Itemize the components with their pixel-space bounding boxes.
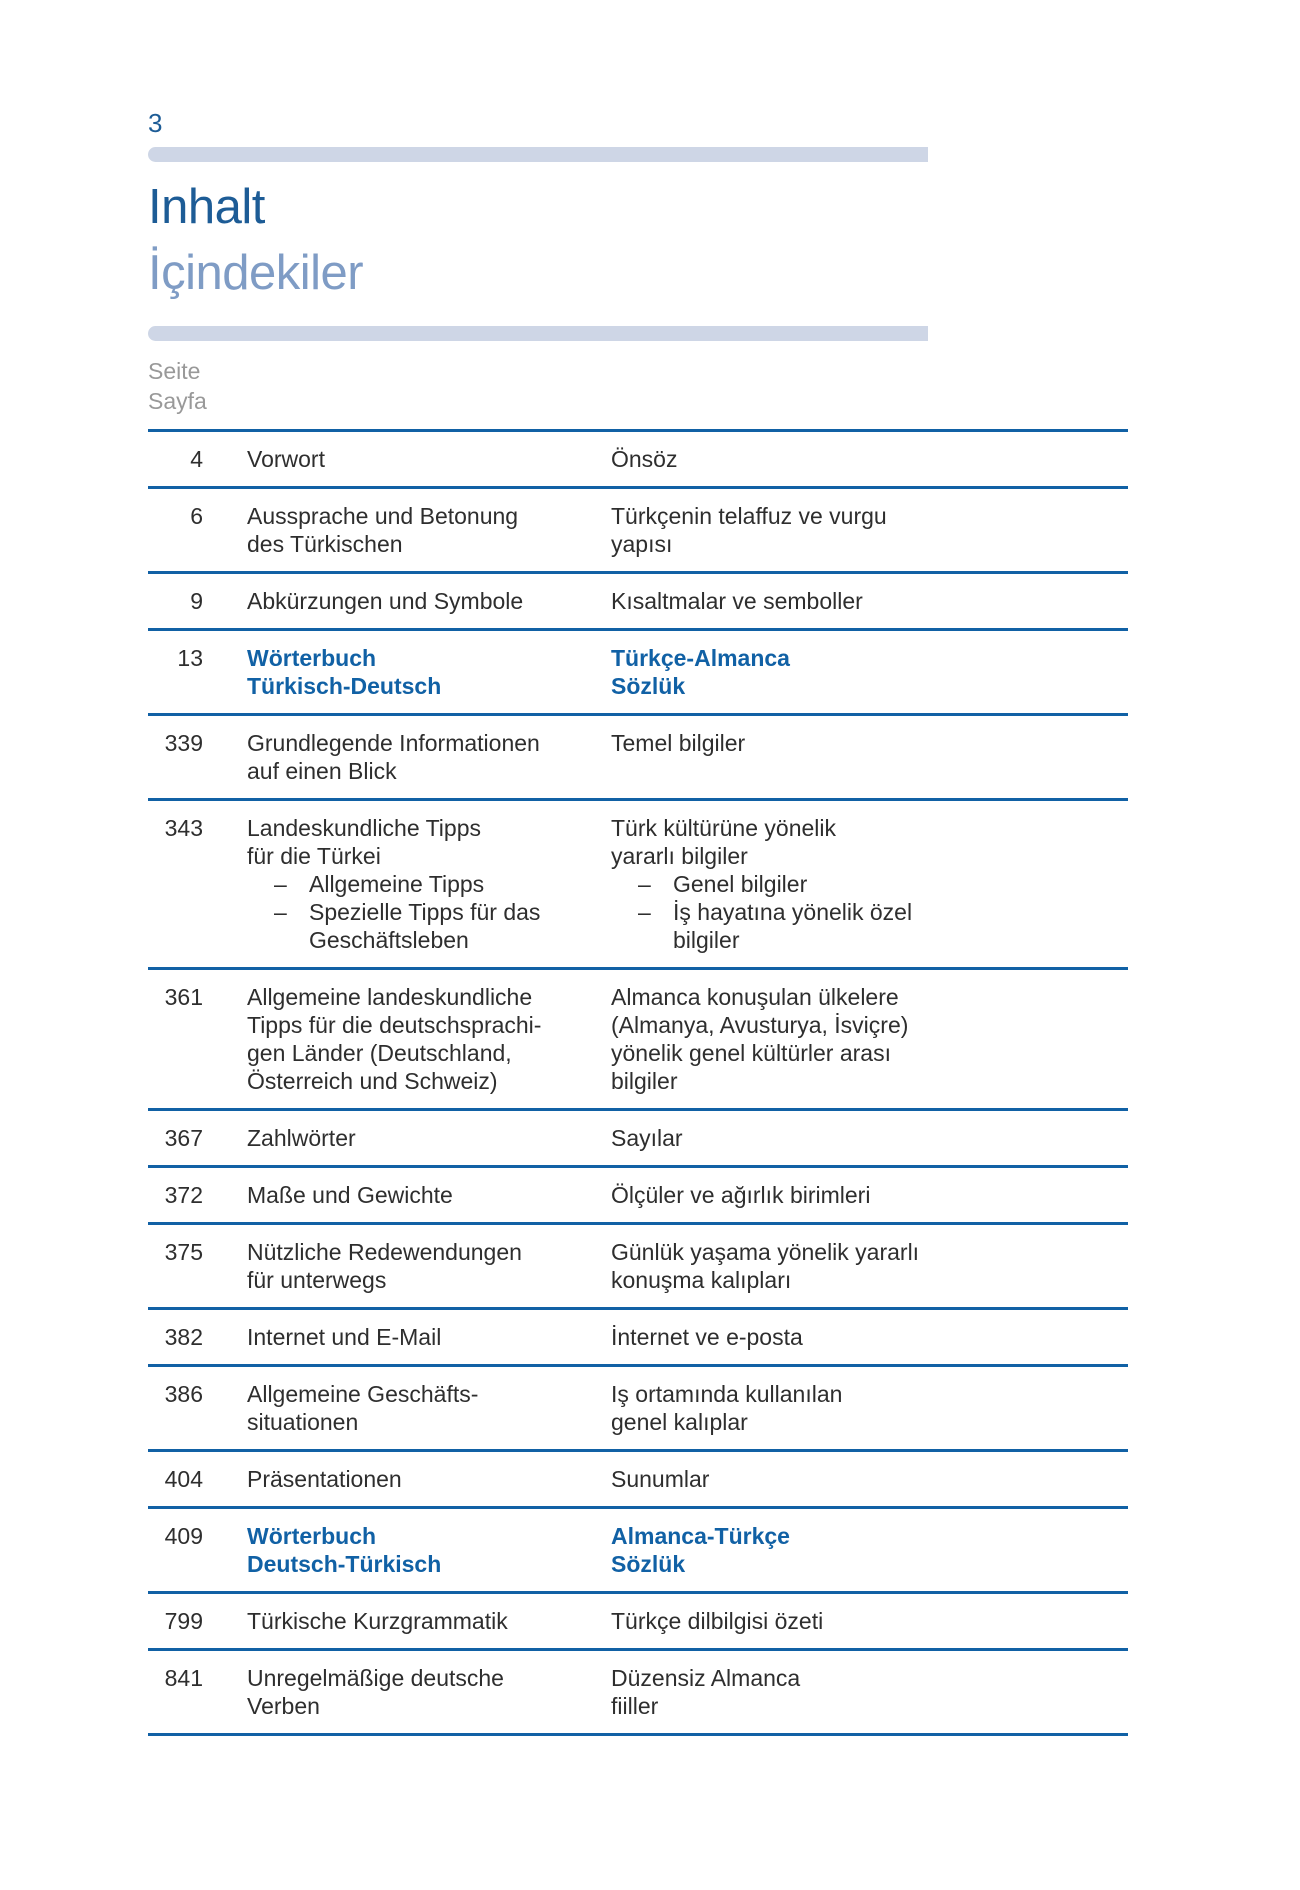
- toc-entry-turkish: [611, 983, 1128, 1095]
- toc-line: Iş ortamında kullanılan: [611, 1381, 843, 1407]
- toc-sub-item: [247, 870, 611, 898]
- toc-line: für unterwegs: [247, 1267, 387, 1293]
- toc-line: Türkçe-Almanca: [611, 645, 790, 671]
- toc-row: [148, 429, 1128, 486]
- toc-line: Ölçüler ve ağırlık birimleri: [611, 1182, 871, 1208]
- toc-page-number: 372: [164, 1182, 203, 1208]
- toc-row: [148, 1108, 1128, 1165]
- toc-page-number: 339: [164, 730, 203, 756]
- toc-line: Nützliche Redewendungen: [247, 1239, 522, 1265]
- toc-line: Allgemeine landeskundliche: [247, 984, 533, 1010]
- toc-page-number: 841: [164, 1665, 203, 1691]
- toc-row: [148, 1165, 1128, 1222]
- toc-line: Türkçenin telaffuz ve vurgu: [611, 503, 887, 529]
- page-title-german: Inhalt: [148, 180, 265, 234]
- toc-row: [148, 1364, 1128, 1449]
- toc-line: des Türkischen: [247, 531, 403, 557]
- toc-entry-turkish: [611, 587, 1128, 615]
- toc-line: Präsentationen: [247, 1466, 402, 1492]
- toc-line: Grundlegende Informationen: [247, 730, 540, 756]
- toc-entry-german: [203, 1238, 611, 1294]
- toc-entry-turkish: [611, 1323, 1128, 1351]
- toc-entry-turkish: [611, 1124, 1128, 1152]
- decorative-bar-top: [148, 147, 928, 162]
- toc-line: Verben: [247, 1693, 320, 1719]
- toc-page-number: 9: [190, 588, 203, 614]
- toc-sub-item: [611, 870, 1128, 898]
- toc-entry-turkish: [611, 1522, 1128, 1578]
- toc-sub-item-label: Genel bilgiler: [673, 871, 808, 897]
- toc-table: [148, 429, 1128, 1736]
- toc-line: für die Türkei: [247, 843, 381, 869]
- toc-page-number: 799: [164, 1608, 203, 1634]
- toc-line: Düzensiz Almanca: [611, 1665, 801, 1691]
- toc-entry-turkish: [611, 1181, 1128, 1209]
- toc-page-number: 375: [164, 1239, 203, 1265]
- toc-entry-german: [203, 983, 611, 1095]
- toc-entry-german: [203, 1522, 611, 1578]
- toc-entry-turkish: [611, 644, 1128, 700]
- toc-line: Önsöz: [611, 446, 678, 472]
- toc-line: Türkçe dilbilgisi özeti: [611, 1608, 824, 1634]
- toc-line: Sunumlar: [611, 1466, 710, 1492]
- toc-page-number: 404: [164, 1466, 203, 1492]
- toc-line: İnternet ve e-posta: [611, 1324, 803, 1350]
- toc-sub-item: [611, 898, 1128, 926]
- column-header-seite: Seite: [148, 358, 201, 384]
- toc-line: yönelik genel kültürler arası: [611, 1040, 891, 1066]
- toc-row: [148, 1648, 1128, 1733]
- toc-entry-turkish: [611, 1664, 1128, 1720]
- toc-entry-turkish: [611, 1238, 1128, 1294]
- toc-page-number: 4: [190, 446, 203, 472]
- toc-sub-item-label: Spezielle Tipps für das: [309, 899, 541, 925]
- toc-row: [148, 713, 1128, 798]
- toc-row: [148, 1222, 1128, 1307]
- decorative-bar-bottom: [148, 326, 928, 341]
- page-title-turkish: İçindekiler: [148, 246, 364, 300]
- toc-entry-turkish: [611, 1607, 1128, 1635]
- toc-line: Günlük yaşama yönelik yararlı: [611, 1239, 920, 1265]
- toc-entry-german: [203, 1664, 611, 1720]
- toc-page-number: 343: [164, 815, 203, 841]
- toc-entry-german: [203, 445, 611, 473]
- toc-entry-turkish: [611, 445, 1128, 473]
- toc-page-number: 386: [164, 1381, 203, 1407]
- toc-line: bilgiler: [673, 927, 740, 953]
- toc-page-number: 13: [177, 645, 203, 671]
- toc-line: Türkisch-Deutsch: [247, 673, 442, 699]
- column-header-sayfa: Sayfa: [148, 388, 207, 414]
- toc-row: [148, 967, 1128, 1108]
- toc-line: Türkische Kurzgrammatik: [247, 1608, 508, 1634]
- bullet-dash: –: [274, 871, 287, 897]
- toc-entry-german: [203, 1380, 611, 1436]
- toc-line: bilgiler: [611, 1068, 678, 1094]
- toc-row: [148, 1506, 1128, 1591]
- bullet-dash: –: [274, 899, 287, 925]
- toc-line: genel kalıplar: [611, 1409, 748, 1435]
- page-folio: 3: [148, 108, 163, 138]
- toc-line: Almanca-Türkçe: [611, 1523, 790, 1549]
- toc-line: Wörterbuch: [247, 1523, 377, 1549]
- toc-line: auf einen Blick: [247, 758, 397, 784]
- toc-row: [148, 798, 1128, 967]
- toc-line: Kısaltmalar ve semboller: [611, 588, 863, 614]
- toc-line: situationen: [247, 1409, 359, 1435]
- toc-line: fiiller: [611, 1693, 659, 1719]
- toc-line: yapısı: [611, 531, 673, 557]
- toc-page-number: 367: [164, 1125, 203, 1151]
- toc-entry-german: [203, 502, 611, 558]
- toc-line: Aussprache und Betonung: [247, 503, 519, 529]
- toc-entry-german: [203, 1465, 611, 1493]
- toc-line: Internet und E-Mail: [247, 1324, 442, 1350]
- toc-row: [148, 486, 1128, 571]
- toc-line: Türk kültürüne yönelik: [611, 815, 836, 841]
- bullet-dash: –: [638, 871, 651, 897]
- toc-entry-turkish: [611, 814, 1128, 954]
- toc-line: Sözlük: [611, 1551, 686, 1577]
- toc-page-number: 409: [164, 1523, 203, 1549]
- toc-line: Sayılar: [611, 1125, 683, 1151]
- toc-entry-german: [203, 729, 611, 785]
- toc-line: gen Länder (Deutschland,: [247, 1040, 512, 1066]
- toc-line: Zahlwörter: [247, 1125, 356, 1151]
- toc-entry-german: [203, 1181, 611, 1209]
- toc-line: Wörterbuch: [247, 645, 377, 671]
- toc-line: Almanca konuşulan ülkelere: [611, 984, 899, 1010]
- toc-row: [148, 1449, 1128, 1506]
- toc-line: Vorwort: [247, 446, 325, 472]
- toc-page-number: 6: [190, 503, 203, 529]
- toc-line: Deutsch-Türkisch: [247, 1551, 442, 1577]
- toc-row: [148, 1591, 1128, 1648]
- column-headers: [148, 356, 1148, 416]
- toc-entry-german: [203, 814, 611, 954]
- bullet-dash: –: [638, 899, 651, 925]
- toc-line: Landeskundliche Tipps: [247, 815, 481, 841]
- toc-line: Temel bilgiler: [611, 730, 746, 756]
- toc-line: Unregelmäßige deutsche: [247, 1665, 504, 1691]
- toc-entry-german: [203, 1323, 611, 1351]
- toc-sub-item-label: İş hayatına yönelik özel: [673, 899, 913, 925]
- toc-page-number: 382: [164, 1324, 203, 1350]
- toc-line: Österreich und Schweiz): [247, 1068, 498, 1094]
- toc-entry-turkish: [611, 1380, 1128, 1436]
- toc-entry-german: [203, 1124, 611, 1152]
- toc-entry-german: [203, 644, 611, 700]
- toc-page-number: 361: [164, 984, 203, 1010]
- toc-line: Abkürzungen und Symbole: [247, 588, 524, 614]
- toc-entry-turkish: [611, 1465, 1128, 1493]
- toc-row: [148, 571, 1128, 628]
- toc-row: [148, 628, 1128, 713]
- toc-entry-turkish: [611, 502, 1128, 558]
- toc-line: Tipps für die deutschsprachi-: [247, 1012, 542, 1038]
- toc-line: konuşma kalıpları: [611, 1267, 792, 1293]
- toc-line: (Almanya, Avusturya, İsviçre): [611, 1012, 909, 1038]
- toc-line: Allgemeine Geschäfts-: [247, 1381, 479, 1407]
- toc-sub-item-label: Allgemeine Tipps: [309, 871, 485, 897]
- toc-line: yararlı bilgiler: [611, 843, 748, 869]
- toc-line: Geschäftsleben: [309, 927, 469, 953]
- toc-line: Sözlük: [611, 673, 686, 699]
- toc-line: Maße und Gewichte: [247, 1182, 453, 1208]
- toc-entry-turkish: [611, 729, 1128, 785]
- toc-entry-german: [203, 587, 611, 615]
- toc-row: [148, 1307, 1128, 1364]
- toc-entry-german: [203, 1607, 611, 1635]
- toc-sub-item: [247, 898, 611, 926]
